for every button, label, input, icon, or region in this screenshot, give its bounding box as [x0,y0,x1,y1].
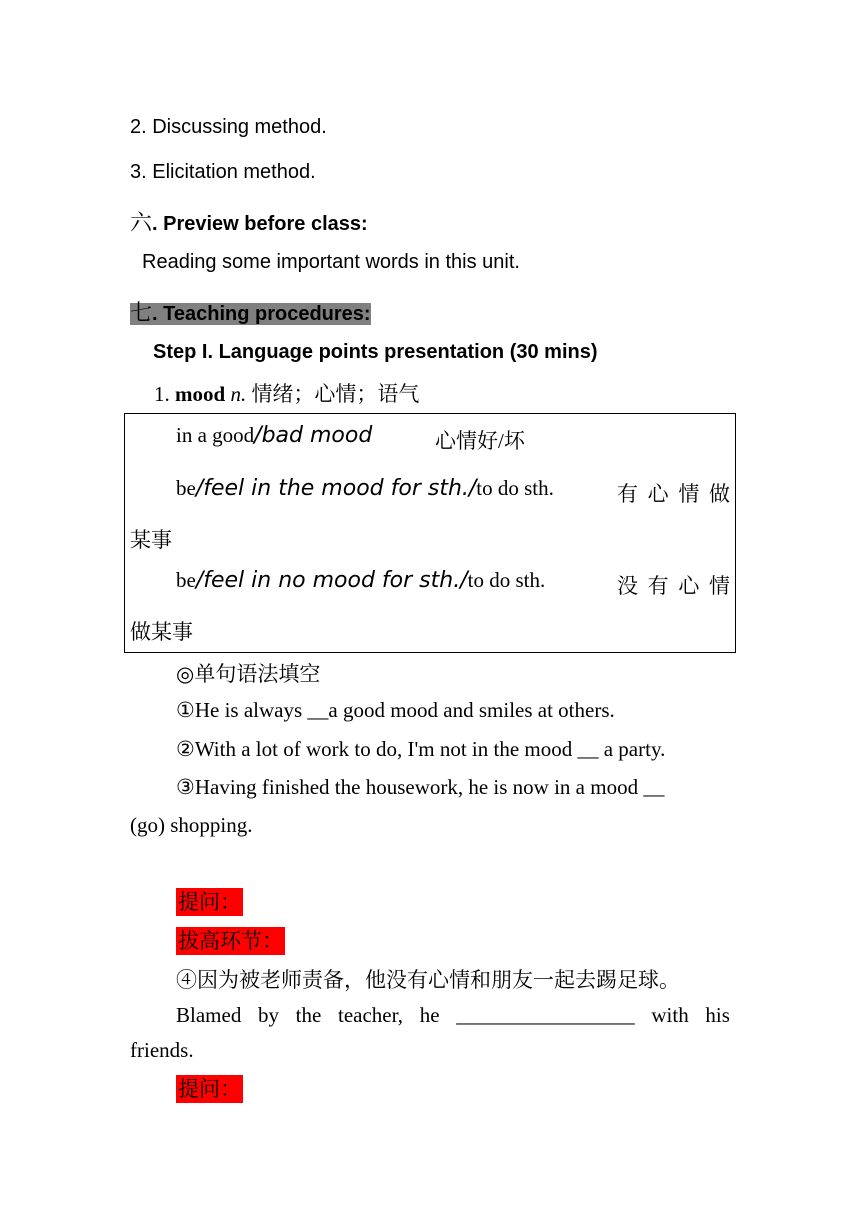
phrase-row-2 [176,476,554,501]
ask-label [176,886,243,916]
phrase-script: /feel in the mood for sth./ [195,476,477,501]
q4-word: teacher, [338,1003,404,1027]
q4-word: by [258,1003,279,1027]
phrase-prefix: be [176,476,196,500]
q4-word: he [419,1003,440,1027]
exercise-q4-en [176,1003,730,1028]
phrase-box [124,413,736,653]
ask-label-text: 提问： [178,890,241,914]
vocab-number: 1. [154,382,175,406]
phrase-suffix: to do sth. [467,568,546,592]
cn-char: 心 [647,482,669,506]
section-number: 六 [130,210,153,235]
vocab-pos: n. [230,382,247,406]
phrase-script: /bad mood [254,423,373,448]
ask-label [176,1073,243,1103]
preview-body: Reading some important words in this unit. [142,251,520,273]
advance-label [176,925,285,955]
section-title: . Preview before class: [152,213,368,235]
cn-char: 有 [617,482,638,506]
phrase-prefix: be [176,568,196,592]
exercise-heading: ◎单句语法填空 [176,663,321,686]
cn-char: 情 [708,574,730,598]
cn-char: 有 [647,574,669,598]
q4-word: his [705,1003,730,1027]
phrase-row-1 [176,423,372,448]
answer-blank: _________________ [456,1003,635,1027]
vocab-entry [154,378,419,408]
method-item-2: 2. Discussing method. [130,116,327,138]
q4-word: the [295,1003,322,1027]
method-item-3: 3. Elicitation method. [130,161,316,183]
q4-word: Blamed [176,1003,242,1027]
exercise-q4-cn: ④因为被老师责备，他没有心情和朋友一起去踢足球。 [176,968,680,992]
exercise-q3-wrap: (go) shopping. [130,813,253,837]
ask-label-text: 提问： [178,1077,241,1101]
phrase-meaning-2-wrap: 某事 [130,528,172,552]
phrase-prefix: in a good [176,423,255,447]
preview-heading [130,206,368,237]
exercise-q3: ③Having finished the housework, he is now in a mood __ [176,775,665,799]
phrase-suffix: to do sth. [476,476,554,500]
cn-char: 心 [678,574,700,598]
vocab-word: mood [175,382,226,406]
section-title: . Teaching procedures: [152,303,371,325]
exercise-q2: ②With a lot of work to do, I'm not in the mood __ a party. [176,737,666,761]
phrase-script: /feel in no mood for sth./ [195,568,468,593]
phrase-meaning-1: 心情好/坏 [435,429,525,453]
procedures-heading [130,296,371,327]
cn-char: 做 [708,482,730,506]
vocab-meaning: 情绪；心情；语气 [246,382,420,406]
phrase-row-3 [176,568,545,593]
cn-char: 没 [617,574,638,598]
phrase-meaning-3 [617,570,730,600]
q4-word: with [651,1003,689,1027]
cn-char: 情 [678,482,700,506]
advance-label-text: 拔高环节： [178,929,283,953]
exercise-q1: ①He is always __a good mood and smiles at others. [176,698,615,722]
phrase-meaning-3-wrap: 做某事 [130,620,193,644]
section-number: 七 [130,300,153,325]
phrase-meaning-2 [617,478,730,508]
step-title: Step I. Language points presentation (30 mins) [153,341,598,363]
exercise-q4-wrap: friends. [130,1038,194,1062]
